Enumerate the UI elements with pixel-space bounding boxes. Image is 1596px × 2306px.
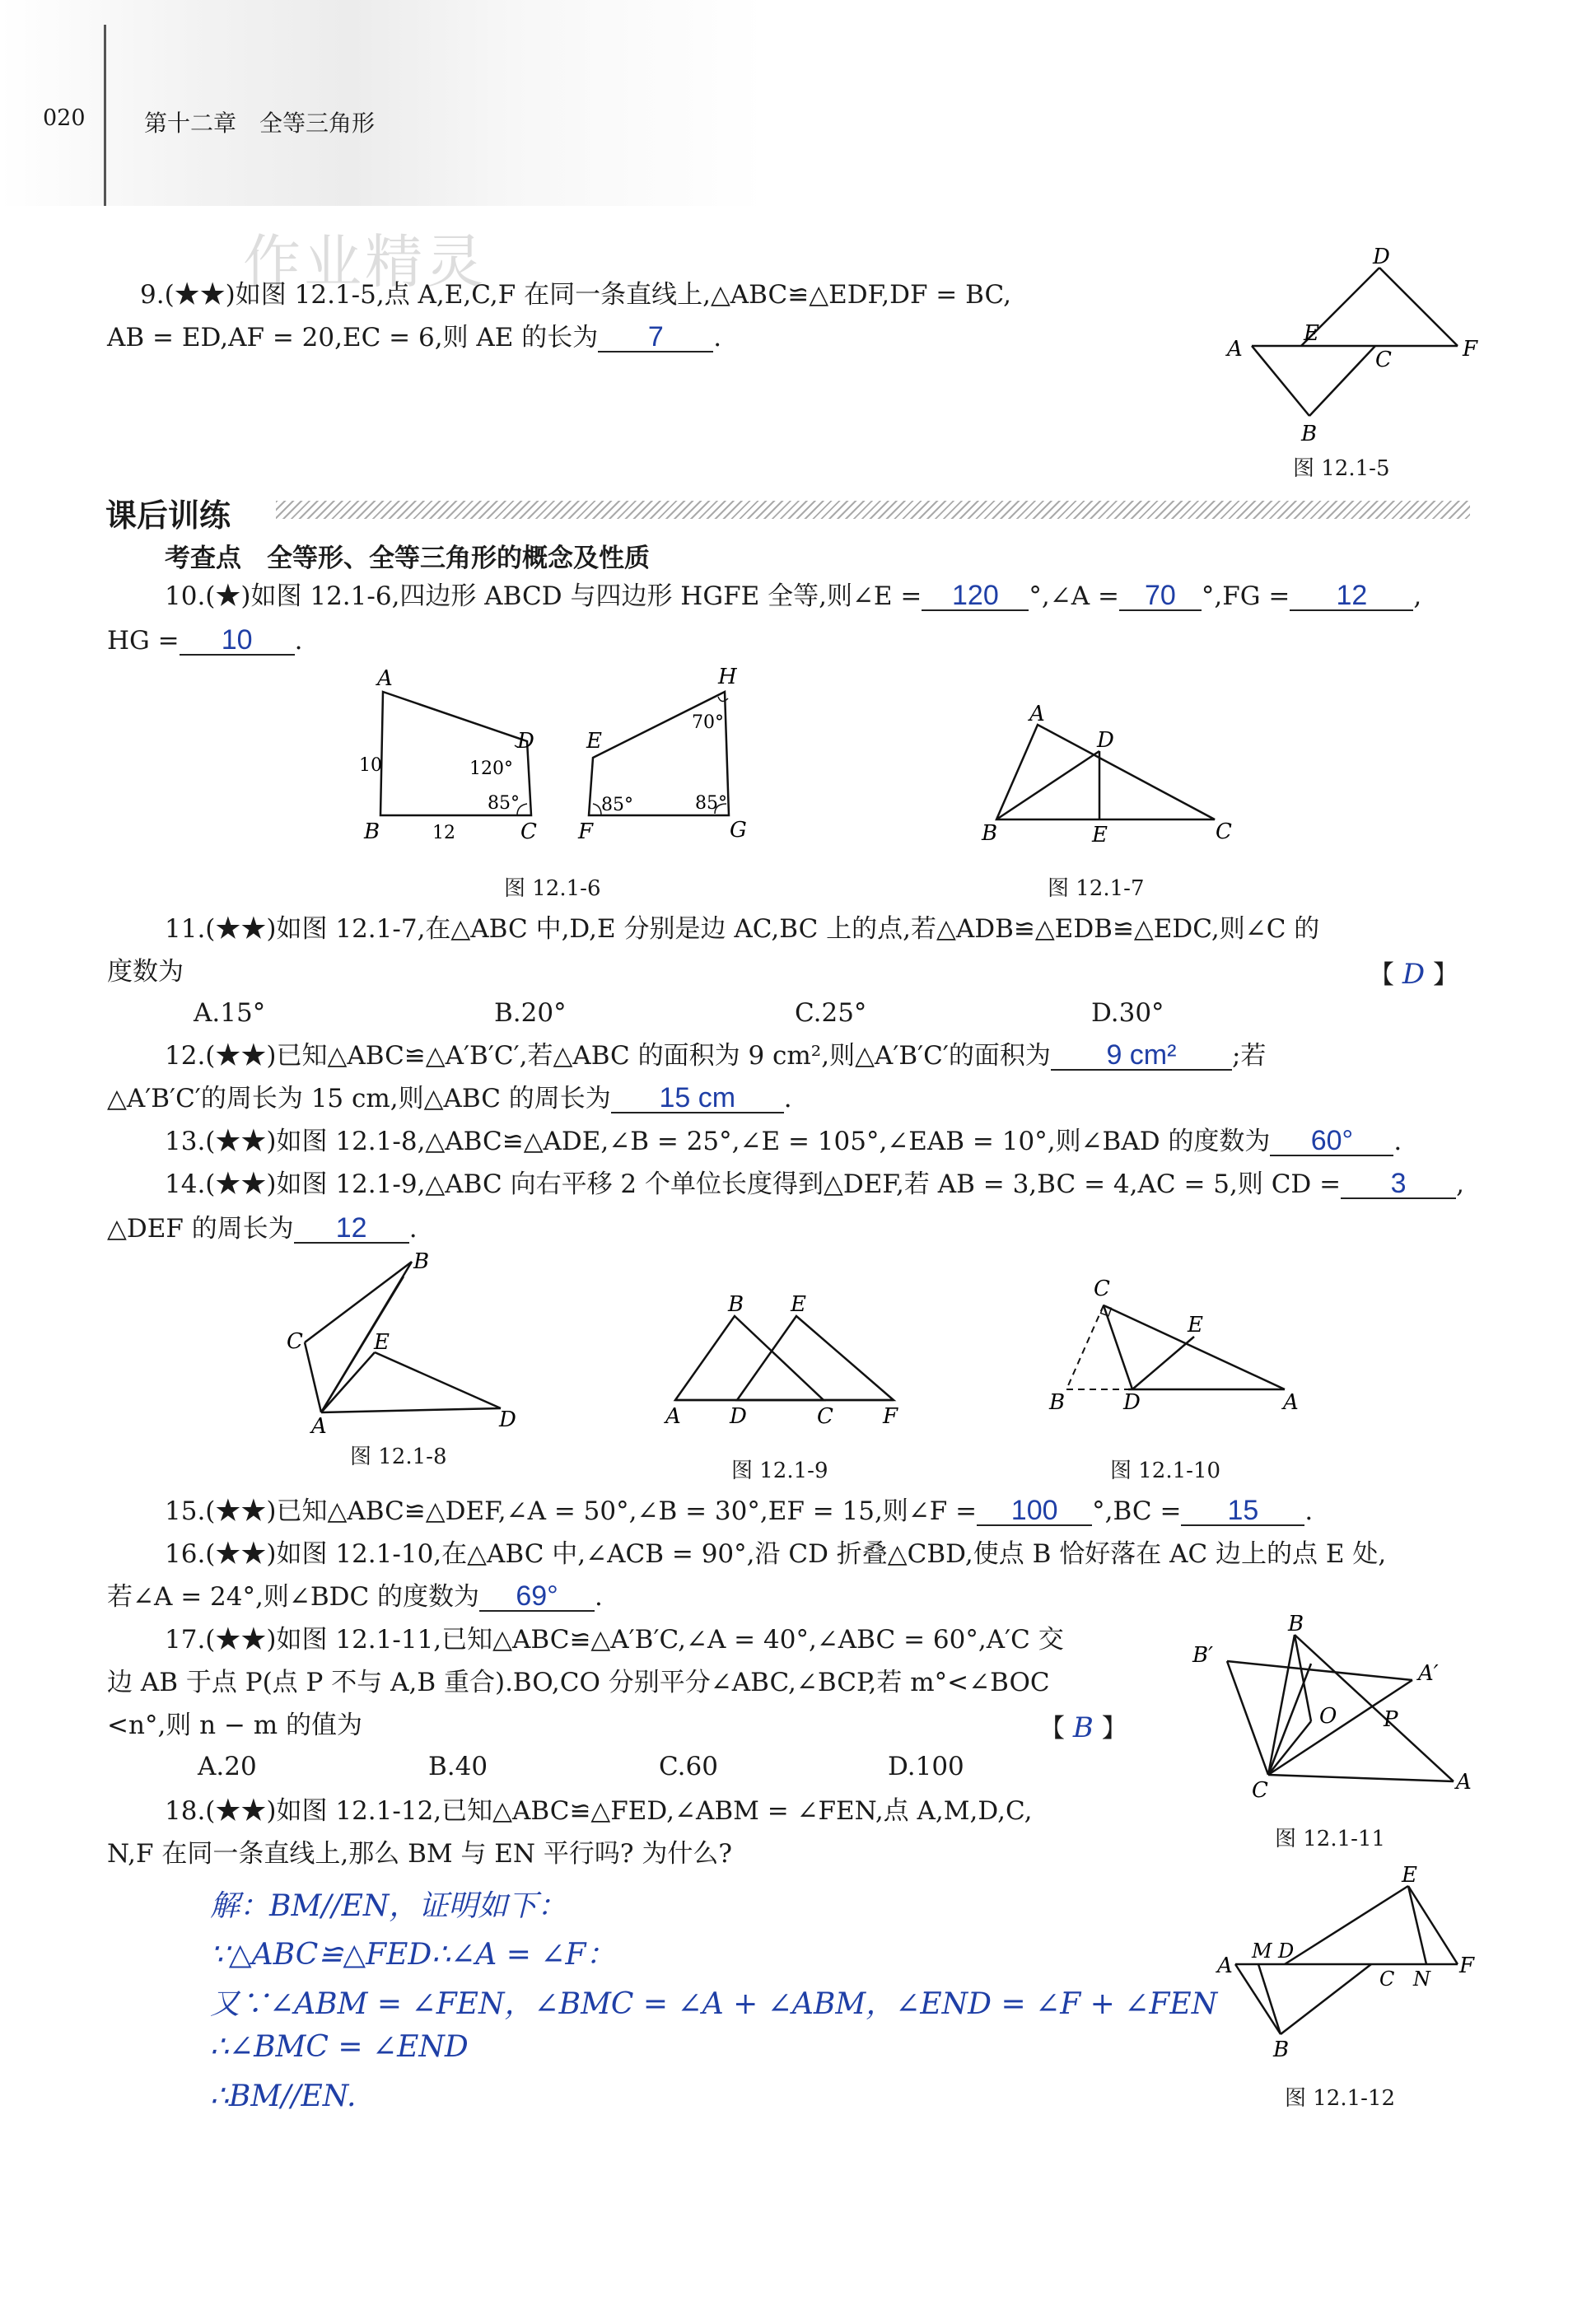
q17-bracket: 【 B 】	[1039, 1711, 1127, 1744]
q17-option-d: D.100	[888, 1752, 964, 1781]
q10-line2: HG = 10 .	[107, 624, 303, 656]
q11-option-a: A.15°	[194, 998, 266, 1028]
f9-label-B: B	[728, 1293, 744, 1317]
watermark: 作业精灵	[243, 228, 487, 296]
f7-label-D: D	[1097, 728, 1114, 753]
figure-12-1-5	[1219, 247, 1482, 445]
f8-label-B: B	[413, 1249, 430, 1274]
caption-12-1-7: 图 12.1-7	[1048, 876, 1145, 901]
f12-label-N: N	[1413, 1968, 1430, 1991]
f10-label-C: C	[1094, 1277, 1110, 1301]
q11-option-d: D.30°	[1091, 998, 1164, 1028]
q15-answer-f: 100	[977, 1496, 1092, 1526]
q10-answer-fg: 12	[1290, 581, 1413, 611]
figure-12-1-7	[972, 700, 1244, 848]
q16-answer: 69°	[479, 1582, 595, 1612]
f11-label-B: B	[1288, 1614, 1304, 1636]
f6-angle-70: 70°	[692, 712, 724, 733]
caption-12-1-6: 图 12.1-6	[504, 876, 601, 901]
q11-line1: 11.(★★)如图 12.1-7,在△ABC 中,D,E 分别是边 AC,BC 上的点,若△ADB≌△EDB≌△EDC,则∠C 的	[165, 914, 1320, 944]
f6-label-A: A	[377, 666, 393, 691]
f11-label-P: P	[1384, 1707, 1398, 1732]
page-number: 020	[43, 105, 86, 131]
f5-label-B: B	[1301, 422, 1318, 445]
caption-12-1-12: 图 12.1-12	[1285, 2086, 1396, 2111]
q10-answer-hg: 10	[180, 626, 295, 656]
chapter-title: 第十二章 全等三角形	[144, 110, 376, 137]
caption-12-1-9: 图 12.1-9	[731, 1459, 828, 1483]
f5-label-D: D	[1373, 247, 1390, 269]
q10-line1: 10.(★)如图 12.1-6,四边形 ABCD 与四边形 HGFE 全等,则∠E = 120 °,∠A = 70 °,FG = 12 ,	[165, 580, 1422, 611]
figure-12-1-12	[1211, 1865, 1482, 2063]
header-rule	[104, 25, 106, 206]
q9-answer: 7	[598, 323, 713, 352]
q11-answer: D	[1402, 958, 1426, 991]
q14-answer-perimeter: 12	[294, 1214, 409, 1244]
q12-answer-area: 9 cm²	[1051, 1041, 1232, 1071]
q18-line2: N,F 在同一条直线上,那么 BM 与 EN 平行吗? 为什么?	[107, 1839, 732, 1869]
f7-label-A: A	[1029, 702, 1045, 726]
f6-label-C: C	[520, 819, 537, 844]
f12-label-E: E	[1402, 1865, 1417, 1888]
q14-line2: △DEF 的周长为 12 .	[107, 1212, 418, 1244]
q10-answer-a: 70	[1119, 581, 1202, 611]
f6-side-12: 12	[432, 823, 455, 843]
q15-answer-bc: 15	[1181, 1496, 1304, 1526]
q14-line1: 14.(★★)如图 12.1-9,△ABC 向右平移 2 个单位长度得到△DEF,若 AB = 3,BC = 4,AC = 5,则 CD = 3 ,	[165, 1168, 1464, 1199]
f7-label-B: B	[982, 821, 998, 846]
q17-option-b: B.40	[428, 1752, 488, 1781]
q17-answer: B	[1072, 1711, 1094, 1744]
solution-line-1: 解：BM//EN，证明如下：	[210, 1889, 567, 1923]
f6-label-D: D	[517, 729, 534, 754]
f11-label-bprime: B′	[1192, 1643, 1214, 1668]
q10-answer-e: 120	[922, 581, 1029, 611]
q13-answer: 60°	[1270, 1127, 1393, 1156]
f6-label-G: G	[730, 818, 747, 843]
solution-line-3: 又∵∠ABM = ∠FEN，∠BMC = ∠A + ∠ABM，∠END = ∠F + ∠FEN	[210, 1987, 1218, 2021]
q16-line2: 若∠A = 24°,则∠BDC 的度数为 69° .	[107, 1580, 603, 1612]
q18-line1: 18.(★★)如图 12.1-12,已知△ABC≌△FED,∠ABM = ∠FEN,点 A,M,D,C,	[165, 1796, 1033, 1826]
figure-12-1-6	[346, 659, 774, 857]
caption-12-1-5: 图 12.1-5	[1293, 456, 1390, 481]
q9-line1: 9.(★★)如图 12.1-5,点 A,E,C,F 在同一条直线上,△ABC≌△EDF,DF = BC,	[140, 280, 1011, 310]
figure-12-1-11	[1186, 1614, 1482, 1804]
f11-label-C: C	[1252, 1778, 1268, 1803]
figure-12-1-10	[1038, 1272, 1318, 1437]
f5-label-F: F	[1463, 337, 1478, 362]
f8-label-D: D	[499, 1407, 516, 1432]
f8-label-A: A	[311, 1414, 327, 1433]
f10-label-E: E	[1188, 1313, 1203, 1337]
f7-label-E: E	[1092, 823, 1108, 847]
q16-line1: 16.(★★)如图 12.1-10,在△ABC 中,∠ACB = 90°,沿 CD 折叠△CBD,使点 B 恰好落在 AC 边上的点 E 处,	[165, 1539, 1387, 1569]
f9-label-D: D	[730, 1404, 747, 1429]
caption-12-1-10: 图 12.1-10	[1110, 1459, 1221, 1483]
q17-line2: 边 AB 于点 P(点 P 不与 A,B 重合).BO,CO 分别平分∠ABC,∠BCP,若 m°<∠BOC	[107, 1668, 1050, 1697]
q17-line3: <n°,则 n − m 的值为	[107, 1711, 363, 1740]
q12-line1: 12.(★★)已知△ABC≌△A′B′C′,若△ABC 的面积为 9 cm²,则△A′B′C′的面积为 9 cm² ;若	[165, 1039, 1267, 1071]
f6-label-F: F	[578, 819, 594, 844]
f12-label-C: C	[1379, 1968, 1395, 1991]
f8-label-C: C	[287, 1329, 303, 1354]
q11-line2: 度数为	[107, 957, 184, 987]
q17-option-a: A.20	[198, 1752, 257, 1781]
caption-12-1-11: 图 12.1-11	[1275, 1827, 1386, 1851]
f12-label-F: F	[1459, 1954, 1475, 1978]
solution-line-2: ∵△ABC≌△FED∴∠A = ∠F：	[210, 1938, 616, 1972]
f10-label-A: A	[1283, 1390, 1299, 1415]
f6-label-H: H	[718, 665, 737, 689]
f11-label-O: O	[1319, 1704, 1337, 1729]
f9-label-E: E	[791, 1293, 806, 1317]
f6-label-B: B	[364, 819, 380, 844]
f12-label-A: A	[1217, 1954, 1233, 1978]
q17-line1: 17.(★★)如图 12.1-11,已知△ABC≌△A′B′C,∠A = 40°,∠ABC = 60°,A′C 交	[165, 1625, 1064, 1655]
f10-label-B: B	[1049, 1390, 1066, 1415]
section-subtitle: 考查点 全等形、全等三角形的概念及性质	[165, 544, 650, 573]
f6-angle-85-g: 85°	[695, 793, 727, 814]
q12-answer-perimeter: 15 cm	[611, 1084, 784, 1113]
q15-line: 15.(★★)已知△ABC≌△DEF,∠A = 50°,∠B = 30°,EF = 15,则∠F = 100 °,BC = 15 .	[165, 1495, 1314, 1526]
f12-label-B: B	[1273, 2038, 1290, 2062]
q11-bracket: 【 D 】	[1369, 958, 1458, 991]
f8-label-E: E	[374, 1330, 390, 1355]
f9-label-F: F	[883, 1404, 898, 1429]
f6-label-E: E	[586, 729, 602, 754]
f6-angle-85-f: 85°	[601, 795, 633, 815]
figure-12-1-9	[659, 1293, 922, 1433]
f12-label-D: D	[1278, 1940, 1295, 1963]
f6-angle-120: 120°	[469, 759, 513, 779]
f11-label-aprime: A′	[1418, 1661, 1439, 1686]
q12-line2: △A′B′C′的周长为 15 cm,则△ABC 的周长为 15 cm .	[107, 1082, 792, 1113]
q11-option-c: C.25°	[795, 998, 867, 1028]
solution-line-4: ∴∠BMC = ∠END	[210, 2030, 469, 2064]
q17-option-c: C.60	[659, 1752, 718, 1781]
f5-label-A: A	[1227, 337, 1243, 362]
q11-option-b: B.20°	[494, 998, 567, 1028]
f5-label-E: E	[1304, 321, 1319, 346]
q14-answer-cd: 3	[1341, 1169, 1456, 1199]
caption-12-1-8: 图 12.1-8	[350, 1445, 447, 1469]
section-stripe	[276, 501, 1470, 519]
q9-line2: AB = ED,AF = 20,EC = 6,则 AE 的长为 7 .	[107, 321, 722, 352]
f6-angle-85-c: 85°	[488, 793, 520, 814]
f6-side-10: 10	[359, 755, 382, 776]
solution-line-5: ∴BM//EN.	[210, 2080, 357, 2113]
header-background	[0, 0, 1596, 206]
f10-label-D: D	[1123, 1390, 1141, 1415]
f12-label-M: M	[1252, 1940, 1272, 1963]
f7-label-C: C	[1216, 819, 1232, 844]
f11-label-A: A	[1456, 1770, 1472, 1795]
q13-line: 13.(★★)如图 12.1-8,△ABC≌△ADE,∠B = 25°,∠E = 105°,∠EAB = 10°,则∠BAD 的度数为 60° .	[165, 1125, 1402, 1156]
f9-label-C: C	[817, 1404, 833, 1429]
section-title: 课后训练	[105, 497, 231, 534]
f9-label-A: A	[665, 1404, 681, 1429]
figure-12-1-8	[272, 1244, 535, 1433]
f5-label-C: C	[1375, 348, 1392, 372]
